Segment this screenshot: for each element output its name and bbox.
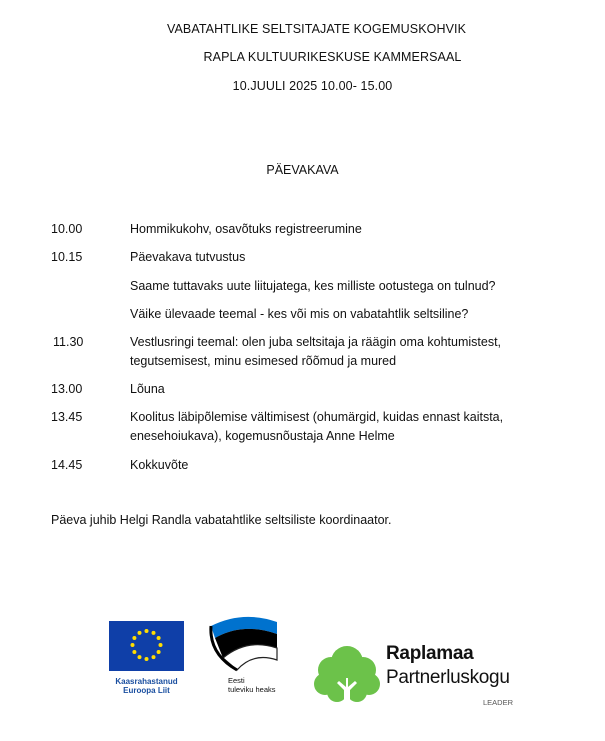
agenda-time: 11.30	[53, 335, 84, 349]
agenda-text: Hommikukohv, osavõtuks registreerumine	[130, 222, 362, 236]
event-title: VABATAHTLIKE SELTSITAJATE KOGEMUSKOHVIK	[166, 22, 467, 36]
agenda-time: 13.45	[51, 410, 83, 424]
agenda-text: Päevakava tutvustus	[130, 250, 246, 264]
raplamaa-partnerluskogu-logo	[311, 640, 531, 720]
agenda-text: Saame tuttavaks uute liitujatega, kes milliste ootustega on tulnud?	[130, 279, 496, 293]
agenda-text: Vestlusringi teemal: olen juba seltsitaja ja räägin oma kohtumistest, tegutsemisest, minu esimesed rõõmud ja mured	[130, 335, 502, 368]
eu-logo-line2: Euroopa Liit	[123, 686, 170, 695]
estonian-flag-wave-icon	[207, 614, 283, 674]
event-date-time: 10.JUULI 2025 10.00- 15.00	[232, 79, 393, 93]
agenda-time: 13.00	[51, 382, 83, 396]
eesti-logo-line2: tuleviku heaks	[228, 685, 276, 694]
footer-note: Päeva juhib Helgi Randla vabatahtlike seltsiliste koordinaator.	[51, 513, 392, 527]
agenda-text: Lõuna	[130, 382, 165, 396]
eu-logo-line1: Kaasrahastanud	[115, 677, 178, 686]
section-title: PÄEVAKAVA	[266, 163, 339, 177]
eesti-logo-text	[228, 676, 288, 694]
leader-tag: LEADER	[483, 698, 514, 707]
agenda-text: Koolitus läbipõlemise vältimisest (ohumärgid, kuidas ennast kaitsta, enesehoiukava), kogemusnõustaja Anne Helme	[130, 410, 504, 443]
agenda-time: 14.45	[51, 458, 83, 472]
eu-cofunded-logo	[109, 621, 187, 695]
partnerluskogu-subtitle: Partnerluskogu	[386, 667, 510, 688]
agenda-time: 10.00	[51, 222, 83, 236]
event-venue: RAPLA KULTUURIKESKUSE KAMMERSAAL	[203, 50, 462, 64]
agenda-text: Kokkuvõte	[130, 458, 189, 472]
agenda-time: 10.15	[51, 250, 83, 264]
agenda-text: Väike ülevaade teemal - kes või mis on vabatahtlik seltsiline?	[130, 307, 469, 321]
tree-icon	[311, 640, 383, 716]
raplamaa-title: Raplamaa	[386, 643, 474, 664]
eesti-logo-line1: Eesti	[228, 676, 245, 685]
eesti-tuleviku-heaks-logo	[207, 614, 287, 694]
eu-flag-icon	[109, 621, 184, 671]
